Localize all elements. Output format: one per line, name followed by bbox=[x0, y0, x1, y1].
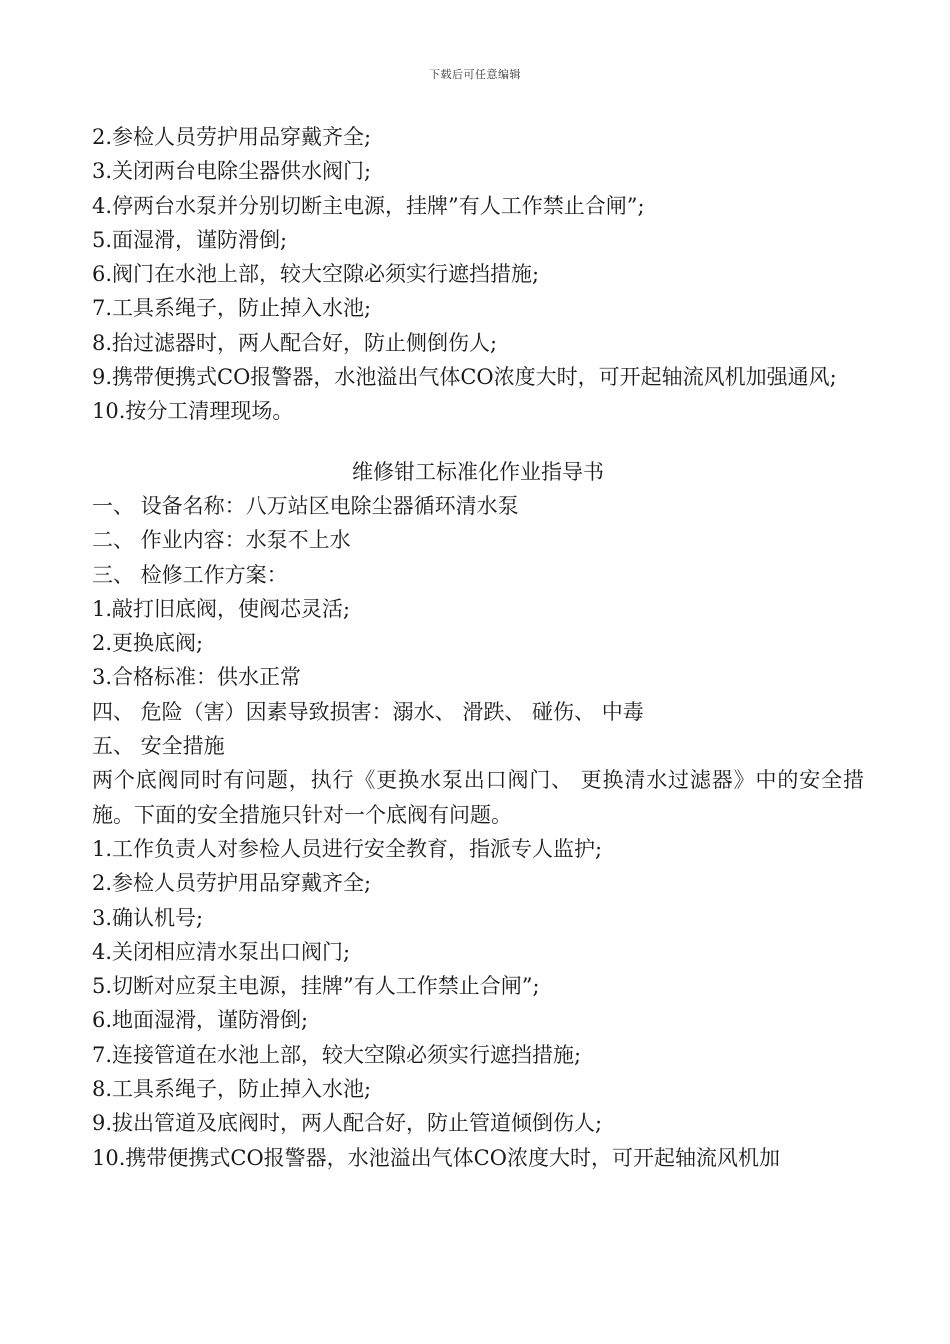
paragraph-line: 1.敲打旧底阀，使阀芯灵活; bbox=[92, 596, 351, 621]
paragraph-line: 8.工具系绳子，防止掉入水池; bbox=[92, 1077, 372, 1102]
section-gap bbox=[92, 429, 864, 455]
heading-line: 一、 设备名称：八万站区电除尘器循环清水泵 bbox=[92, 493, 519, 518]
paragraph-line: 6.阀门在水池上部，较大空隙必须实行遮挡措施; bbox=[92, 262, 540, 287]
page-header: 下载后可任意编辑 bbox=[429, 68, 521, 81]
paragraph-line: 6.地面湿滑，谨防滑倒; bbox=[92, 1008, 309, 1033]
paragraph-line: 3.关闭两台电除尘器供水阀门; bbox=[92, 159, 372, 184]
paragraph-line: 2.参检人员劳护用品穿戴齐全; bbox=[92, 125, 372, 149]
paragraph-line: 7.工具系绳子，防止掉入水池; bbox=[92, 296, 372, 321]
paragraph-line: 9.携带便携式CO报警器，水池溢出气体CO浓度大时，可开起轴流风机加强通风; bbox=[92, 365, 837, 390]
paragraph-line: 10.携带便携式CO报警器，水池溢出气体CO浓度大时，可开起轴流风机加 bbox=[92, 1145, 780, 1170]
paragraph-line: 10.按分工清理现场。 bbox=[92, 399, 294, 424]
paragraph-line: 5.切断对应泵主电源，挂牌”有人工作禁止合闸”; bbox=[92, 974, 540, 999]
paragraph-line: 4.停两台水泵并分别切断主电源，挂牌”有人工作禁止合闸”; bbox=[92, 193, 645, 218]
paragraph-line: 4.关闭相应清水泵出口阀门; bbox=[92, 939, 351, 964]
paragraph-line: 5.面湿滑，谨防滑倒; bbox=[92, 227, 288, 252]
paragraph-line: 2.更换底阀; bbox=[92, 631, 204, 656]
heading-line: 三、 检修工作方案： bbox=[92, 562, 288, 587]
paragraph-line: 3.合格标准：供水正常 bbox=[92, 665, 302, 690]
heading-line: 四、 危险（害）因素导致损害：溺水、 滑跌、 碰伤、 中毒 bbox=[92, 699, 644, 724]
heading-line: 二、 作业内容：水泵不上水 bbox=[92, 528, 351, 553]
paragraph-line: 2.参检人员劳护用品穿戴齐全; bbox=[92, 871, 372, 896]
paragraph-line: 3.确认机号; bbox=[92, 905, 204, 930]
section-title: 维修钳工标准化作业指导书 bbox=[352, 459, 604, 484]
paragraph-line: 两个底阀同时有问题，执行《更换水泵出口阀门、 更换清水过滤器》中的安全措施。下面的安全措施只针对一个底阀有问题。 bbox=[92, 768, 864, 827]
document-body bbox=[92, 120, 864, 1175]
paragraph-line: 8.抬过滤器时，两人配合好，防止侧倒伤人; bbox=[92, 330, 498, 355]
heading-line: 五、 安全措施 bbox=[92, 734, 225, 759]
paragraph-line: 7.连接管道在水池上部，较大空隙必须实行遮挡措施; bbox=[92, 1042, 582, 1067]
paragraph-line: 1.工作负责人对参检人员进行安全教育，指派专人监护; bbox=[92, 836, 603, 861]
paragraph-line: 9.拔出管道及底阀时，两人配合好，防止管道倾倒伤人; bbox=[92, 1111, 603, 1136]
